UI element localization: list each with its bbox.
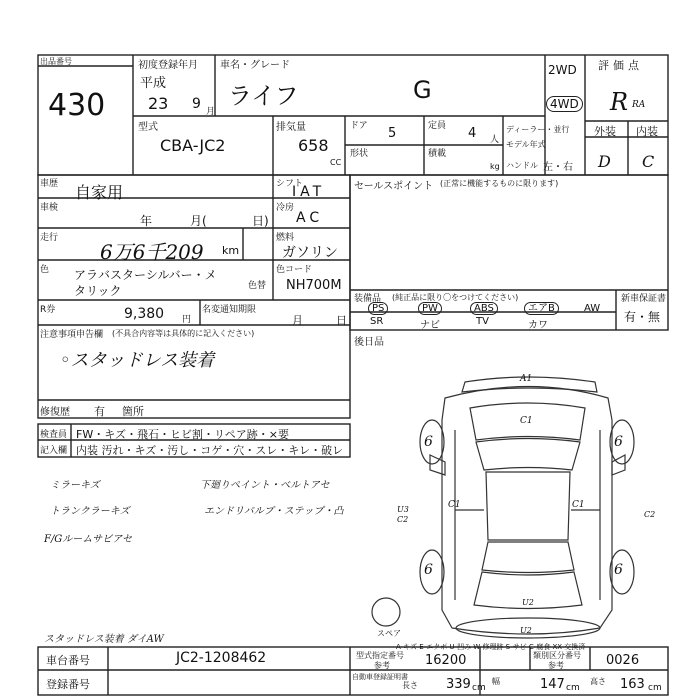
cc-unit: CC [330, 158, 342, 167]
mark-c2-left: C2 [397, 515, 409, 524]
type-label: 型式 [138, 122, 158, 133]
remark-left-2: トランクラーキズ [50, 506, 130, 517]
later-items-label: 後日品 [354, 337, 384, 348]
class-number-label: 類別区分番号 [533, 651, 581, 660]
equipment-ps: PS [368, 302, 388, 315]
handle-label: ハンドル [506, 161, 538, 170]
lot-number: 430 [48, 88, 106, 123]
remark-middle-1: 下廻りペイント・ベルトアセ [200, 480, 330, 491]
inspector-label-2: 記入欄 [40, 446, 68, 456]
windshield [476, 439, 580, 471]
color-value-2: タリック [74, 284, 122, 298]
mark-tire-fl: 6 [424, 434, 433, 450]
equipment-abs: ABS [470, 302, 498, 315]
mark-a1: A1 [520, 374, 533, 384]
roof [486, 472, 570, 540]
kg-unit: kg [490, 162, 500, 171]
doors: 5 [388, 126, 397, 141]
type-designation-label: 型式指定番号 [356, 651, 404, 660]
first-registration-label: 初度登録年月 [138, 60, 198, 71]
ref-label-1: 参考 [374, 661, 390, 670]
inspection-day: 日) [252, 214, 269, 228]
mark-c1-hood: C1 [520, 416, 533, 426]
type-designation: 16200 [425, 653, 467, 668]
load-label: 積載 [428, 149, 447, 159]
inspector-row-1: FW・キズ・飛石・ヒビ割・リペア跡・×要 [76, 428, 289, 441]
mileage-unit: km [222, 244, 240, 257]
equipment-label: 装備品 [354, 294, 382, 304]
aircon-label: 冷房 [276, 203, 295, 213]
remark-left-1: ミラーキズ [50, 480, 100, 491]
equipment-note: (純正品に限り〇をつけてください) [392, 293, 519, 302]
history-label: 車歴 [40, 179, 59, 189]
inspection-year: 年 [140, 214, 153, 228]
equipment-aw: AW [584, 303, 601, 314]
rating-score-sub: RA [632, 100, 646, 110]
remark-bottom: スタッドレス装着 ダイAW [44, 634, 164, 645]
displacement: 658 [298, 136, 329, 155]
sales-point-note: (正常に機能するものに限ります) [440, 179, 559, 188]
inspector-row-2: 内装 汚れ・キズ・汚し・コゲ・穴・スレ・キレ・破レ [76, 444, 344, 457]
repair-unit: 箇所 [122, 405, 144, 418]
handle-side: 左・右 [543, 162, 573, 173]
shape-label: 形状 [350, 149, 369, 159]
repair-label: 修復歴 [40, 407, 70, 418]
interior-grade: C [642, 152, 655, 171]
shift-value: IAT [292, 184, 326, 200]
width-unit: cm [566, 683, 580, 693]
ref-label-2: 参考 [548, 661, 564, 670]
exterior-label: 外装 [594, 125, 616, 138]
cert-label: 自動車登録証明書 [352, 673, 408, 681]
spare-label: スペア [377, 629, 401, 638]
rating-score: R [610, 88, 629, 116]
remark-left-3: F/Gルームサビアセ [44, 534, 132, 545]
car-name-label: 車名・グレード [220, 60, 290, 71]
warranty-label: 新車保証書 [621, 294, 667, 304]
notice-label: 名変通知期限 [202, 305, 257, 315]
damage-legend: A-キズ E-エクボ U-凹み W-修理跡 S-サビ C-腐食 XX-交換済 [396, 643, 586, 651]
rating-label: 評価点 [598, 59, 643, 72]
fuel-label: 燃料 [276, 233, 295, 243]
length-label: 長さ [402, 681, 418, 690]
notes-label: 注意事項申告欄 [40, 330, 104, 340]
inspection-month: 月( [190, 214, 207, 228]
sales-point-label: セールスポイント [354, 181, 434, 192]
mileage-label: 走行 [40, 233, 59, 243]
inspection-label: 車検 [40, 203, 59, 213]
color-code: NH700M [286, 278, 342, 293]
mark-c1-right: C1 [572, 500, 585, 510]
height-unit: cm [648, 683, 662, 693]
mark-tire-rl: 6 [424, 562, 433, 578]
capacity: 4 [468, 126, 477, 141]
warranty-value: 有・無 [624, 310, 661, 324]
recycle-value: 9,380 [124, 306, 165, 322]
remark-middle-2: エンドリバルブ・ステップ・凸 [204, 506, 344, 517]
rear-window [482, 542, 574, 573]
exterior-grade: D [598, 152, 611, 171]
reg-month-unit: 月 [206, 107, 216, 117]
mark-u3: U3 [397, 505, 409, 514]
inspector-label-1: 検査員 [40, 430, 68, 440]
dealer-label: ディーラー・並行 [506, 125, 570, 134]
mark-tire-rr: 6 [614, 562, 623, 578]
notice-day: 日 [336, 314, 347, 327]
notice-month: 月 [292, 314, 303, 327]
color-label: 色 [40, 265, 50, 275]
fuel-value: ガソリン [282, 245, 338, 261]
recycle-unit: 円 [182, 315, 192, 325]
capacity-unit: 人 [490, 135, 500, 145]
drive-2wd: 2WD [548, 63, 577, 77]
spare-tire [372, 598, 400, 626]
model-name: ライフ [228, 82, 299, 110]
mark-u2-bumper: U2 [520, 626, 532, 635]
chassis-number: JC2-1208462 [176, 650, 267, 666]
length-value: 339 [446, 677, 471, 692]
model-type: CBA-JC2 [160, 136, 226, 155]
color-code-label: 色コード [276, 265, 313, 275]
left-mirror [430, 455, 445, 475]
door-label: ドア [350, 121, 368, 131]
mark-c2-right: C2 [644, 510, 656, 519]
model-year-label: モデル年式 [506, 140, 546, 149]
equipment-airbag: エアB [524, 302, 559, 315]
reg-year: 23 [148, 94, 169, 113]
history-value: 自家用 [75, 183, 124, 202]
grade: G [413, 76, 432, 104]
equipment-navi: ナビ [420, 320, 440, 331]
notes-sub: (不具合内容等は具体的に記入ください) [112, 329, 255, 338]
displacement-label: 排気量 [276, 122, 306, 133]
color-value-1: アラバスターシルバー・メ [74, 268, 217, 282]
height-value: 163 [620, 677, 645, 692]
mark-u2-rear: U2 [522, 598, 534, 607]
capacity-label: 定員 [428, 121, 447, 131]
width-label: 幅 [492, 677, 500, 686]
notes-handwritten: ◦スタッドレス装着 [60, 350, 215, 371]
chassis-label: 車台番号 [46, 654, 90, 667]
recycle-label: R券 [40, 305, 56, 315]
class-number: 0026 [606, 653, 640, 668]
equipment-pw: PW [418, 302, 442, 315]
width-value: 147 [540, 677, 565, 692]
era: 平成 [140, 76, 167, 91]
equipment-sr: SR [370, 316, 384, 327]
repair-value: 有 [94, 405, 105, 418]
shift-label: シフト [276, 179, 304, 189]
mark-c1-left: C1 [448, 500, 461, 510]
mileage-value: 6万6千209 [100, 240, 204, 264]
length-unit: cm [472, 683, 486, 693]
color-change-label: 色替 [248, 281, 267, 291]
lot-label: 出品番号 [40, 57, 72, 66]
aircon-value: AC [296, 210, 324, 226]
equipment-leather: カワ [528, 320, 548, 331]
reg-month: 9 [192, 96, 201, 112]
mark-tire-fr: 6 [614, 434, 623, 450]
height-label: 高さ [590, 677, 606, 686]
equipment-tv: TV [476, 316, 489, 327]
drive-4wd: 4WD [546, 96, 583, 112]
registration-number-label: 登録番号 [46, 678, 90, 691]
interior-label: 内装 [636, 125, 658, 138]
